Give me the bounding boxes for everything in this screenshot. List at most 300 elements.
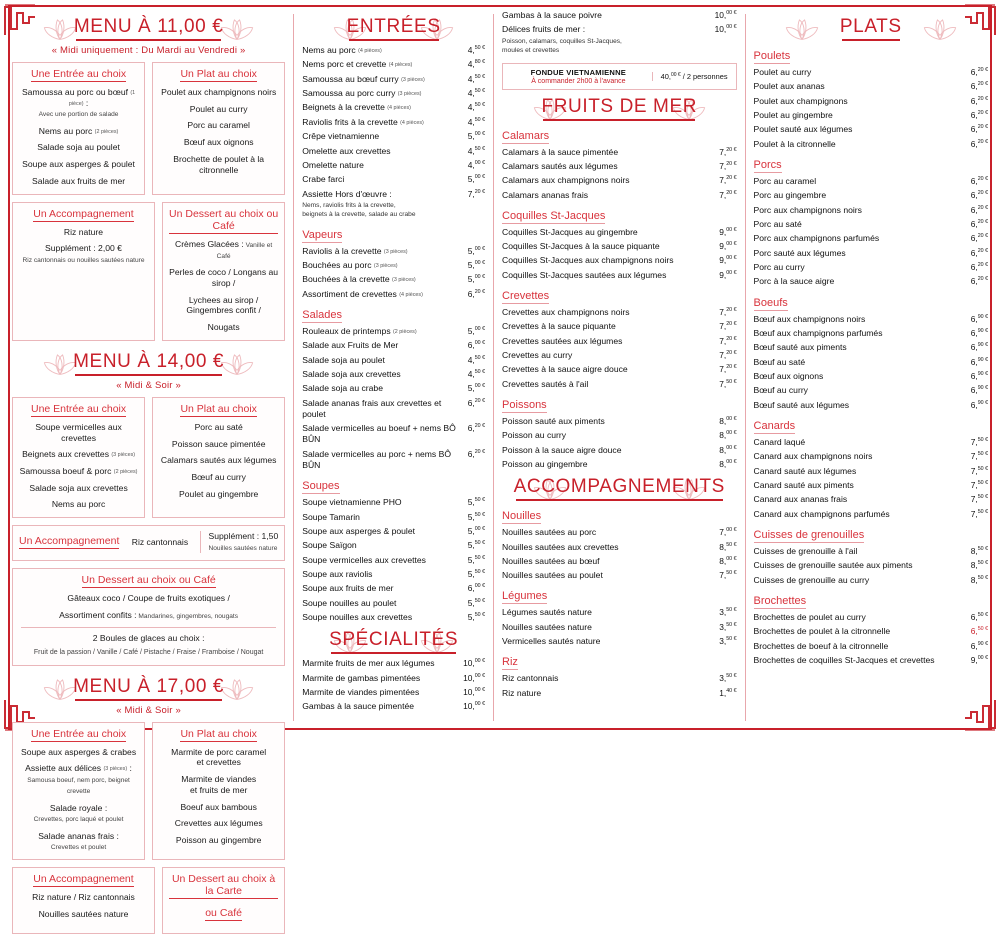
plat-box-1-title: Un Plat au choix	[180, 68, 257, 80]
formula-line: Assiette aux délices (3 pièces) : Samousa boeuf, nem porc, beignet crevette	[25, 763, 132, 796]
item-pieces: (4 pièces)	[399, 291, 423, 298]
item-name: Soupe Saïgon	[302, 540, 357, 551]
category-heading: Riz	[502, 656, 518, 669]
item-pieces: (4 pièces)	[388, 62, 413, 69]
item-name: Omelette aux crevettes	[302, 145, 391, 156]
entree-box-3-title: Une Entrée au choix	[30, 727, 127, 740]
price-cents: 00 €	[474, 260, 486, 267]
fondue-subtitle: À commander 2h00 à l'avance	[531, 77, 626, 85]
dessert-subtext: Mandarines, gingembres, nougats	[136, 612, 239, 620]
price-cents: 20 €	[726, 350, 737, 357]
price-cents: 00 €	[726, 269, 737, 276]
formula-line: Lychees au sirop / Gingembres confit /	[186, 294, 261, 316]
list-item	[754, 342, 988, 353]
list-item	[502, 379, 736, 390]
item-pieces: (4 pièces)	[358, 48, 382, 54]
formula-line: Samoussa au porc ou bœuf (1 pièce) : Avec une portion de salade	[21, 87, 136, 119]
item-price: 3,$^{50 €}$	[719, 607, 737, 618]
item-price: 1,$^{40 €}$	[719, 687, 737, 698]
accompagnement-box-1-title: Un Accompagnement	[33, 207, 134, 220]
list-item	[754, 655, 988, 666]
list-item	[754, 276, 988, 287]
list-item	[302, 326, 485, 337]
item-pieces: (2 pièces)	[393, 328, 417, 335]
item-price: 7,$^{50 €}$	[970, 465, 989, 476]
list-item	[502, 241, 736, 252]
accompagnements-title: ACCOMPAGNEMENTS	[514, 474, 725, 501]
price-cents: 00 €	[474, 583, 486, 590]
item-price: 7,$^{50 €}$	[970, 480, 989, 491]
item-pieces: (3 pièces)	[397, 91, 422, 98]
item-price: 6,$^{20 €}$	[970, 219, 989, 230]
dessert-box-2	[12, 568, 285, 665]
list-item	[754, 575, 988, 586]
dessert-carte-line2: ou Café	[205, 907, 242, 920]
list-item	[754, 437, 988, 448]
item-name: Salade soja au poulet	[302, 354, 385, 365]
item-name: Porc aux champignons noirs	[753, 204, 862, 215]
category-heading: Nouilles	[502, 510, 542, 523]
formula-line: Poisson sauce pimentée	[171, 438, 266, 449]
fondue-left	[505, 68, 652, 85]
item-name: Crevettes au curry	[502, 350, 573, 361]
price-cents: 50 €	[474, 73, 486, 80]
price-cents: 00 €	[726, 444, 737, 451]
price-cents: 20 €	[977, 276, 989, 283]
list-item	[502, 255, 736, 266]
price-cents: 20 €	[726, 321, 737, 328]
accompagnement-box-1	[12, 202, 155, 341]
item-name: Canard aux champignons parfumés	[753, 508, 890, 519]
list-item	[754, 176, 988, 187]
item-name: Canard sauté aux légumes	[753, 465, 857, 476]
price-cents: 00 €	[474, 174, 486, 181]
category-heading: Légumes	[502, 590, 548, 603]
price-cents: 50 €	[474, 511, 486, 518]
item-price: 6,$^{20 €}$	[970, 124, 989, 135]
price-cents: 50 €	[977, 508, 989, 515]
price-cents: 00 €	[726, 527, 737, 534]
item-price: 4,$^{00 €}$	[467, 159, 486, 170]
line-subtext: Crevettes, porc laqué et poulet	[33, 816, 124, 824]
item-price: 5,$^{00 €}$	[467, 525, 486, 536]
price-cents: 50 €	[474, 554, 486, 561]
list-item	[302, 449, 485, 471]
item-price: 7,$^{50 €}$	[970, 508, 989, 519]
list-item	[754, 67, 988, 78]
item-name: Crêpe vietnamienne	[302, 131, 380, 142]
entrees-title-wrap	[302, 14, 485, 41]
list-item	[754, 110, 988, 121]
list-item	[502, 636, 736, 647]
formula-line: Marmite de porc caramel et crevettes	[171, 746, 267, 768]
formula-line: Riz nature	[63, 226, 104, 237]
list-item	[302, 658, 485, 669]
price-cents: 20 €	[726, 189, 737, 196]
dessert-carte-box-3	[162, 867, 285, 934]
category-heading: Boeufs	[753, 296, 788, 309]
item-price: 8,$^{00 €}$	[719, 430, 737, 441]
list-item	[754, 641, 988, 652]
formula-line: Soupe aux asperges & poulet	[22, 159, 135, 170]
formule-row-entree-plat	[12, 397, 285, 518]
price-cents: 50 €	[474, 497, 486, 504]
item-price: 5,$^{00 €}$	[467, 245, 486, 256]
item-name: Calamars sautés aux légumes	[502, 160, 618, 171]
item-price: 7,$^{20 €}$	[467, 188, 486, 199]
plat-box-2	[152, 397, 285, 518]
item-name: Crevettes à la sauce piquante	[502, 321, 616, 332]
list-item	[502, 336, 736, 347]
formula-line: Poulet au curry	[189, 103, 248, 114]
list-item	[754, 124, 988, 135]
item-price: 9,$^{00 €}$	[970, 654, 989, 665]
price-cents: 20 €	[726, 160, 737, 167]
item-price: 6,$^{20 €}$	[467, 423, 486, 434]
item-name: Nouilles sautées au porc	[502, 527, 597, 538]
plat-box-1	[152, 62, 285, 195]
price-cents: 20 €	[977, 233, 989, 240]
column-menus-formules	[4, 6, 293, 920]
list-item	[302, 555, 485, 566]
price-cents: 00 €	[474, 274, 486, 281]
item-price: 5,$^{00 €}$	[467, 131, 486, 142]
item-price: 9,$^{00 €}$	[719, 226, 737, 237]
line-subtext: Riz cantonnais ou nouilles sautées nature	[22, 257, 145, 265]
item-name: Poisson à la sauce aigre douce	[502, 444, 622, 455]
price-cents: 20 €	[726, 307, 737, 313]
item-name: Cuisses de grenouille à l'ail	[753, 545, 858, 556]
price-cents: 20 €	[474, 397, 486, 404]
item-name: Canard laqué	[753, 436, 806, 447]
price-cents: 50 €	[474, 145, 486, 152]
list-item	[754, 400, 988, 411]
item-name: Raviolis à la crevette (3 pièces)	[302, 245, 408, 256]
list-item	[502, 527, 736, 538]
item-name: Salade soja au crabe	[302, 383, 383, 394]
item-price: 6,$^{20 €}$	[970, 81, 989, 92]
list-item	[302, 540, 485, 551]
item-price: 5,$^{50 €}$	[467, 568, 486, 579]
lotus-icon	[217, 351, 257, 377]
list-item	[754, 480, 988, 491]
price-cents: 20 €	[726, 364, 737, 371]
price-cents: 20 €	[977, 175, 989, 182]
category-heading: Crevettes	[502, 290, 550, 302]
formule-row-accompagnement-dessert	[12, 867, 285, 934]
item-name: Poisson sauté aux piments	[502, 415, 605, 426]
item-name: Crabe farci	[302, 174, 345, 185]
item-name: Salade soja aux crevettes	[302, 369, 401, 380]
fondue-price: 40,$^{00 €}$ / 2 personnes	[652, 72, 734, 81]
item-price: 10,$^{00 €}$	[463, 672, 486, 683]
price-cents: 50 €	[474, 102, 486, 109]
accompagnement-title-2: Un Accompagnement	[19, 535, 120, 548]
item-name: Poulet au gingembre	[753, 110, 833, 121]
list-item	[502, 364, 736, 375]
list-item	[754, 612, 988, 623]
item-price: 6,$^{20 €}$	[467, 288, 486, 299]
item-name: Raviolis frits à la crevette (4 pièces)	[302, 116, 424, 127]
price-cents: 20 €	[977, 219, 989, 226]
category-heading: Poissons	[502, 398, 547, 411]
plat-box-3-title: Un Plat au choix	[180, 727, 257, 740]
item-name: Poulet à la citronnelle	[753, 138, 836, 149]
list-item	[754, 560, 988, 571]
list-item	[502, 622, 736, 633]
price-cents: 00 €	[474, 245, 486, 252]
menu-formule-1-subtitle: « Midi uniquement : Du Mardi au Vendredi »	[51, 45, 246, 56]
list-item	[502, 227, 736, 238]
item-name: Marmite de viandes pimentées	[302, 686, 420, 697]
item-price: 4,$^{50 €}$	[467, 88, 486, 99]
dessert-extra-subtext	[19, 646, 278, 658]
list-item	[502, 350, 736, 361]
list-item	[502, 542, 736, 553]
list-item	[302, 701, 485, 712]
item-price: 8,$^{50 €}$	[970, 574, 989, 585]
price-cents: 20 €	[726, 335, 737, 342]
line-subtext: Samousa boeuf, nem porc, beignet crevette	[27, 777, 130, 796]
fondue-box	[502, 63, 736, 90]
line-pieces: (2 pièces)	[94, 128, 119, 135]
list-item	[302, 398, 485, 420]
price-cents: 20 €	[474, 448, 486, 455]
menu-formule-3	[12, 674, 285, 934]
price-cents: 90 €	[977, 371, 989, 378]
category-heading: Canards	[753, 419, 796, 432]
lotus-icon	[920, 16, 960, 42]
category-heading: Calamars	[502, 129, 550, 142]
item-name: Brochettes de poulet au curry	[753, 611, 866, 622]
line-subtext: Vanille et Café	[216, 241, 273, 260]
list-item	[754, 357, 988, 368]
item-price: 7,$^{50 €}$	[719, 378, 737, 389]
item-price: 6,$^{90 €}$	[970, 399, 989, 410]
line-pieces: (1 pièce)	[68, 90, 136, 107]
item-name: Coquilles St-Jacques sautées aux légumes	[502, 269, 667, 280]
item-price: 9,$^{00 €}$	[719, 255, 737, 266]
item-price: 7,$^{20 €}$	[719, 175, 737, 186]
item-price: 6,$^{20 €}$	[970, 67, 989, 77]
list-item	[754, 466, 988, 477]
price-cents: 00 €	[726, 255, 737, 262]
formula-line: Salade aux fruits de mer	[31, 175, 126, 186]
price-cents: 50 €	[977, 480, 989, 487]
item-name: Poisson au curry	[502, 430, 567, 441]
lotus-icon	[782, 16, 822, 42]
formula-line: Bœuf aux oignons	[183, 137, 254, 148]
list-item	[754, 205, 988, 216]
price-cents: 50 €	[977, 611, 989, 618]
item-name: Soupe nouilles aux crevettes	[302, 612, 413, 623]
accompagnement-box-3-title: Un Accompagnement	[33, 873, 134, 886]
lotus-icon	[417, 16, 457, 42]
list-item	[754, 139, 988, 150]
formula-line: Supplément : 2,00 € Riz cantonnais ou nouilles sautées nature	[22, 243, 145, 265]
item-price: 6,$^{20 €}$	[467, 397, 486, 408]
item-name: Nouilles sautées au bœuf	[502, 555, 600, 566]
item-name: Coquilles St-Jacques au gingembre	[502, 226, 638, 237]
item-price: 6,$^{20 €}$	[970, 247, 989, 258]
price-cents: 00 €	[726, 241, 737, 248]
item-name: Riz nature	[502, 687, 542, 698]
list-item	[302, 340, 485, 351]
line-subtext: Avec une portion de salade	[38, 111, 119, 119]
list-item	[302, 131, 485, 142]
dessert-extra-span: Fruit de la passion / Vanille / Café / Pistache / Fraise / Framboise / Nougat	[33, 648, 264, 656]
item-name: Gambas à la sauce pimentée	[302, 701, 415, 712]
item-price: 8,$^{00 €}$	[719, 415, 737, 426]
item-name: Bœuf sauté aux piments	[753, 342, 847, 353]
price-cents: 00 €	[474, 325, 486, 332]
menu-formule-3-title: MENU À 17,00 €	[73, 674, 224, 701]
category-heading: Cuisses de grenouilles	[753, 528, 865, 541]
menu-formule-1	[12, 14, 285, 341]
list-item	[754, 248, 988, 259]
item-price: 8,$^{00 €}$	[719, 444, 737, 455]
item-price: 6,$^{20 €}$	[970, 95, 989, 106]
list-item	[502, 556, 736, 567]
price-cents: 00 €	[726, 226, 737, 233]
item-name: Assortiment de crevettes (4 pièces)	[302, 288, 423, 299]
item-price: 7,$^{20 €}$	[719, 307, 737, 317]
menu-formule-2-title-wrap	[12, 349, 285, 376]
list-item	[502, 459, 736, 470]
formula-line: Beignets aux crevettes (3 pièces)	[22, 449, 136, 460]
item-name: Nouilles sautées nature	[502, 621, 592, 632]
item-name: Bœuf sauté aux légumes	[753, 399, 850, 410]
plats-title-wrap	[754, 14, 988, 41]
item-description: Nems, raviolis frits à la crevette, beignets à la crevette, salade au crabe	[302, 201, 416, 218]
item-name: Poulet au curry	[753, 67, 812, 77]
item-price: 6,$^{20 €}$	[467, 448, 486, 459]
item-price: 6,$^{50 €}$	[970, 611, 989, 622]
list-item	[302, 246, 485, 257]
item-price: 4,$^{50 €}$	[467, 45, 486, 55]
list-item	[302, 74, 485, 85]
item-price: 7,$^{20 €}$	[719, 189, 737, 200]
item-name: Bouchées au porc (3 pièces)	[302, 260, 398, 271]
price-cents: 90 €	[977, 356, 989, 363]
list-item	[302, 497, 485, 508]
item-name: Crevettes aux champignons noirs	[502, 307, 630, 317]
list-item	[502, 673, 736, 684]
price-cents: 50 €	[977, 574, 989, 581]
price-cents: 20 €	[977, 67, 989, 73]
dessert-title-2: Un Dessert au choix ou Café	[81, 574, 216, 587]
item-name: Brochettes de coquilles St-Jacques et crevettes	[753, 654, 935, 665]
item-name: Salade ananas frais aux crevettes et poulet	[302, 397, 442, 419]
list-item	[302, 598, 485, 609]
list-item	[302, 102, 485, 113]
price-cents: 20 €	[977, 247, 989, 254]
list-item	[754, 385, 988, 396]
item-price: 10,$^{00 €}$	[463, 701, 486, 712]
item-price: 4,$^{50 €}$	[467, 116, 486, 127]
price-cents: 20 €	[977, 204, 989, 211]
item-name: Beignets à la crevette (4 pièces)	[302, 102, 411, 113]
category-heading: Brochettes	[753, 594, 807, 607]
price-cents: 20 €	[977, 190, 989, 197]
item-price: 8,$^{50 €}$	[719, 541, 737, 552]
plat-box-2-title: Un Plat au choix	[180, 402, 257, 415]
list-item	[302, 260, 485, 271]
list-item	[754, 451, 988, 462]
item-name: Poulet aux ananas	[753, 81, 825, 92]
accompagnement-inline-row	[19, 531, 278, 553]
item-name: Rouleaux de printemps (2 pièces)	[302, 325, 417, 336]
formula-line: Poulet au gingembre	[179, 488, 259, 499]
item-price: 5,$^{00 €}$	[467, 325, 486, 336]
item-name: Cuisses de grenouille au curry	[753, 574, 870, 585]
list-item	[502, 190, 736, 201]
column-entrees	[294, 6, 493, 729]
item-name: Canard aux champignons noirs	[753, 451, 873, 462]
item-name: Cuisses de grenouille sautée aux piments	[753, 560, 913, 571]
formula-line: Crevettes aux légumes	[174, 818, 263, 829]
formula-line: Nougats	[207, 322, 240, 333]
item-name: Crevettes à la sauce aigre douce	[502, 364, 628, 375]
list-item	[302, 512, 485, 523]
item-name: Calamars ananas frais	[502, 189, 589, 200]
item-price: 5,$^{00 €}$	[467, 274, 486, 285]
item-price: 7,$^{20 €}$	[719, 335, 737, 346]
line-pieces: (2 pièces)	[113, 468, 138, 475]
list-item	[754, 494, 988, 505]
item-name: Bœuf au saté	[753, 356, 806, 367]
item-price: 8,$^{00 €}$	[719, 459, 737, 470]
price-cents: 20 €	[977, 95, 989, 102]
list-item	[302, 569, 485, 580]
item-price: 6,$^{20 €}$	[970, 110, 989, 121]
list-item	[302, 612, 485, 623]
formula-line: Riz nature / Riz cantonnais	[32, 892, 135, 903]
price-cents: 00 €	[474, 658, 486, 665]
formula-line: Poulet aux champignons noirs	[161, 87, 277, 97]
item-name: Soupe nouilles au poulet	[302, 597, 397, 608]
item-pieces: (3 pièces)	[401, 76, 425, 83]
category-heading: Salades	[302, 308, 342, 321]
formula-line: Boeuf aux bambous	[180, 801, 257, 812]
entree-box-2	[12, 397, 145, 518]
price-cents: 90 €	[977, 640, 989, 647]
item-name: Calamars aux champignons noirs	[502, 175, 630, 186]
price-cents: 50 €	[474, 354, 486, 361]
price-cents: 50 €	[474, 116, 486, 123]
list-item	[302, 369, 485, 380]
price-cents: 50 €	[726, 621, 737, 628]
lotus-icon	[669, 476, 709, 502]
price-cents: 90 €	[977, 385, 989, 392]
price-cents: 50 €	[726, 673, 737, 680]
price-cents: 50 €	[474, 612, 486, 619]
list-item	[754, 233, 988, 244]
price-cents: 50 €	[474, 88, 486, 95]
item-price: 10,$^{00 €}$	[463, 686, 486, 697]
item-price: 6,$^{20 €}$	[970, 204, 989, 215]
category-heading: Coquilles St-Jacques	[502, 209, 606, 222]
dessert-extra-title: 2 Boules de glaces au choix :	[92, 633, 205, 644]
price-cents: 00 €	[726, 10, 737, 16]
item-name: Assiette Hors d'œuvre :	[302, 188, 392, 199]
item-price: 6,$^{50 €}$	[970, 626, 989, 637]
price-cents: 00 €	[726, 415, 737, 422]
item-name: Soupe aux raviolis	[302, 568, 373, 579]
item-price: 7,$^{50 €}$	[970, 451, 989, 462]
item-price: 4,$^{50 €}$	[467, 369, 486, 380]
price-cents: 00 €	[474, 159, 486, 166]
